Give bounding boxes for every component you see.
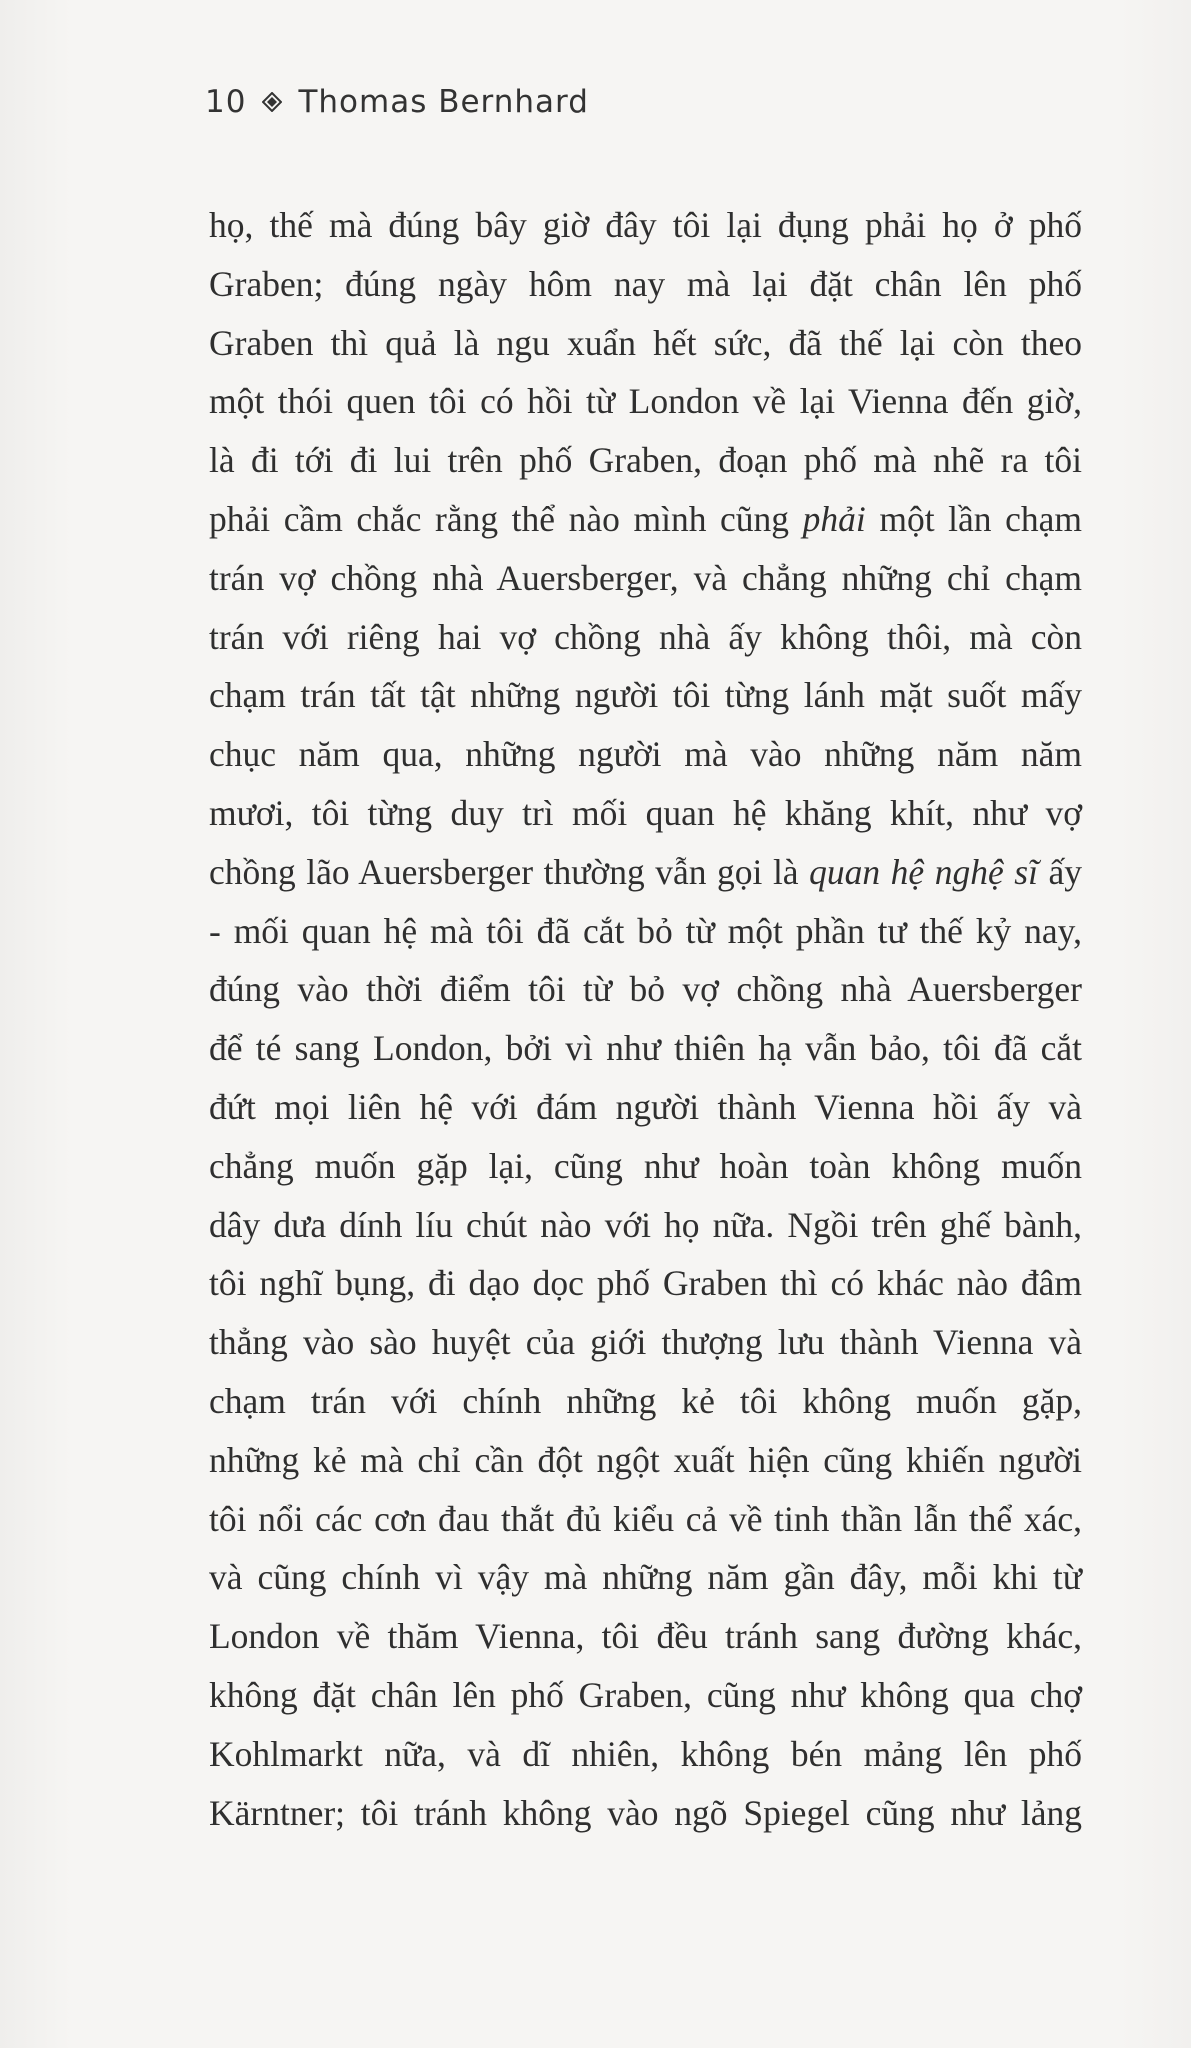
page-number: 10 xyxy=(205,84,247,120)
text-line: những kẻ mà chỉ cần đột ngột xuất hiện cũng khiến người xyxy=(209,1439,1082,1480)
text-line: đứt mọi liên hệ với đám người thành Vienna hồi ấy và xyxy=(209,1086,1082,1127)
text-line: và cũng chính vì vậy mà những năm gần đây, mỗi khi từ xyxy=(209,1557,1082,1598)
text-segment: phải cầm chắc rằng thể nào mình cũng xyxy=(209,498,790,539)
text-line: chẳng muốn gặp lại, cũng như hoàn toàn không muốn xyxy=(209,1145,1082,1186)
text-line: dây dưa dính líu chút nào với họ nữa. Ngồi trên ghế bành, xyxy=(209,1204,1082,1245)
running-header xyxy=(205,84,589,120)
text-line: thẳng vào sào huyệt của giới thượng lưu thành Vienna và xyxy=(209,1322,1082,1363)
text-line: tôi nổi các cơn đau thắt đủ kiểu cả về tinh thần lẫn thể xác, xyxy=(209,1498,1082,1539)
italic-emphasis: quan hệ nghệ sĩ xyxy=(809,851,1038,892)
text-line xyxy=(209,843,1082,902)
text-segment: một lần chạm xyxy=(879,498,1083,539)
text-line: là đi tới đi lui trên phố Graben, đoạn phố mà nhẽ ra tôi xyxy=(209,440,1082,481)
text-line: không đặt chân lên phố Graben, cũng như không qua chợ xyxy=(209,1674,1082,1715)
body-text xyxy=(209,196,1082,1842)
text-segment: ấy xyxy=(1048,851,1082,892)
text-line: - mối quan hệ mà tôi đã cắt bỏ từ một phần tư thế kỷ nay, xyxy=(209,910,1082,951)
author-name: Thomas Bernhard xyxy=(298,84,589,120)
text-line: họ, thế mà đúng bây giờ đây tôi lại đụng phải họ ở phố xyxy=(209,205,1082,245)
text-line xyxy=(209,490,1082,549)
text-line: Graben thì quả là ngu xuẩn hết sức, đã thế lại còn theo xyxy=(209,322,1082,363)
text-line: mươi, tôi từng duy trì mối quan hệ khăng khít, như vợ xyxy=(209,792,1082,833)
text-line: Kärntner; tôi tránh không vào ngõ Spiegel cũng như lảng xyxy=(209,1792,1082,1833)
text-line: trán vợ chồng nhà Auersberger, và chẳng những chỉ chạm xyxy=(209,557,1082,598)
text-line: một thói quen tôi có hồi từ London về lại Vienna đến giờ, xyxy=(209,381,1082,422)
text-line: chục năm qua, những người mà vào những năm năm xyxy=(209,734,1082,775)
text-line: trán với riêng hai vợ chồng nhà ấy không thôi, mà còn xyxy=(209,616,1082,657)
text-line: để té sang London, bởi vì như thiên hạ vẫn bảo, tôi đã cắt xyxy=(209,1028,1082,1069)
italic-emphasis: phải xyxy=(802,498,866,539)
text-line: Graben; đúng ngày hôm nay mà lại đặt chân lên phố xyxy=(209,263,1082,304)
text-line: tôi nghĩ bụng, đi dạo dọc phố Graben thì có khác nào đâm xyxy=(209,1263,1082,1304)
text-line: chạm trán với chính những kẻ tôi không muốn gặp, xyxy=(209,1380,1082,1421)
text-line: đúng vào thời điểm tôi từ bỏ vợ chồng nhà Auersberger xyxy=(209,969,1082,1010)
text-segment: chồng lão Auersberger thường vẫn gọi là xyxy=(209,851,799,892)
diamond-icon xyxy=(262,92,282,112)
text-line: London về thăm Vienna, tôi đều tránh sang đường khác, xyxy=(209,1616,1082,1657)
text-line: Kohlmarkt nữa, và dĩ nhiên, không bén mảng lên phố xyxy=(209,1733,1082,1774)
text-line: chạm trán tất tật những người tôi từng lánh mặt suốt mấy xyxy=(209,675,1082,716)
